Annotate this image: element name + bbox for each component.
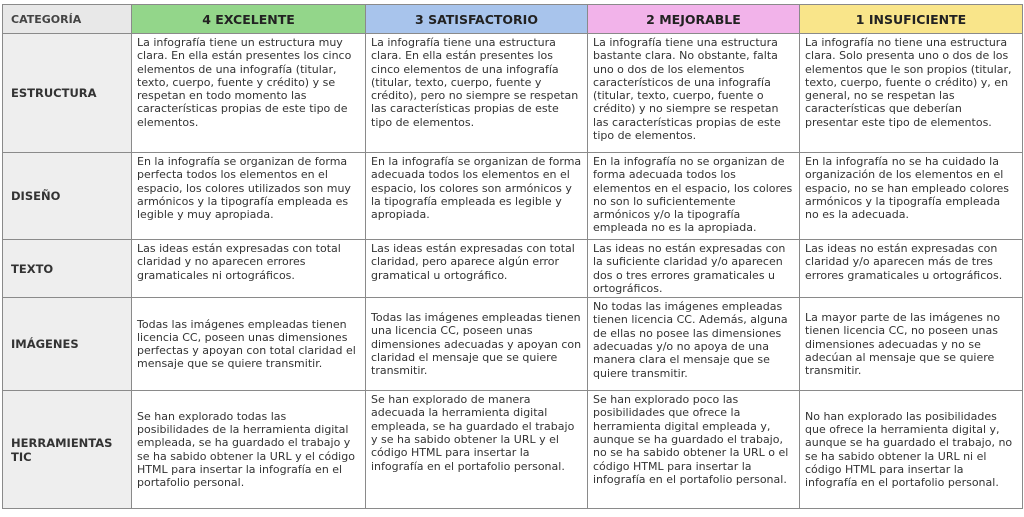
table-row	[3, 34, 1023, 153]
row-category-diseno: DISEÑO	[3, 153, 132, 240]
cell-mejorable: Se han explorado poco las posibilidades que ofrece la herramienta digital empleada y, aunque se ha guardado el trabajo, no se ha sabido obtener la URL o el código HTML para insertar la infografía en el portafolio personal.	[588, 391, 800, 509]
header-satisfactorio: 3 SATISFACTORIO	[366, 5, 588, 34]
header-row	[3, 5, 1023, 34]
table-row	[3, 298, 1023, 391]
cell-excelente: Todas las imágenes empleadas tienen licencia CC, poseen unas dimensiones perfectas y apoyan con total claridad el mensaje que se quiere transmitir.	[132, 298, 366, 391]
table-row	[3, 391, 1023, 509]
rubric-table	[2, 4, 1023, 509]
rubric-table-container	[2, 4, 1022, 509]
cell-mejorable: Las ideas no están expresadas con la suficiente claridad y/o aparecen dos o tres errores gramaticales u ortográficos.	[588, 240, 800, 298]
cell-insuficiente: Las ideas no están expresadas con claridad y/o aparecen más de tres errores gramaticales u ortográficos.	[800, 240, 1023, 298]
cell-insuficiente: La infografía no tiene una estructura clara. Solo presenta uno o dos de los elementos que le son propios (titular, texto, cuerpo, fuente o crédito) y, en general, no se respetan las características que deberían presentar este tipo de elementos.	[800, 34, 1023, 153]
header-category: CATEGORÍA	[3, 5, 132, 34]
cell-satisfactorio: Se han explorado de manera adecuada la herramienta digital empleada, se ha guardado el trabajo y se ha sabido obtener la URL y el código HTML para insertar la infografía en el portafolio personal.	[366, 391, 588, 509]
cell-satisfactorio: En la infografía se organizan de forma adecuada todos los elementos en el espacio, los colores son armónicos y la tipografía empleada es legible y apropiada.	[366, 153, 588, 240]
cell-satisfactorio: Las ideas están expresadas con total claridad, pero aparece algún error gramatical u ortográfico.	[366, 240, 588, 298]
cell-mejorable: No todas las imágenes empleadas tienen licencia CC. Además, alguna de ellas no posee las dimensiones adecuadas y/o no apoya de una manera clara el mensaje que se quiere transmitir.	[588, 298, 800, 391]
cell-excelente: Se han explorado todas las posibilidades de la herramienta digital empleada, se ha guardado el trabajo y se ha sabido obtener la URL y el código HTML para insertar la infografía en el portafolio personal.	[132, 391, 366, 509]
table-row	[3, 240, 1023, 298]
header-excelente: 4 EXCELENTE	[132, 5, 366, 34]
row-category-texto: TEXTO	[3, 240, 132, 298]
cell-insuficiente: La mayor parte de las imágenes no tienen licencia CC, no poseen unas dimensiones adecuadas y no se adecúan al mensaje que se quiere transmitir.	[800, 298, 1023, 391]
row-category-imagenes: IMÁGENES	[3, 298, 132, 391]
header-insuficiente: 1 INSUFICIENTE	[800, 5, 1023, 34]
cell-excelente: En la infografía se organizan de forma perfecta todos los elementos en el espacio, los colores utilizados son muy armónicos y la tipografía empleada es legible y muy apropiada.	[132, 153, 366, 240]
table-row	[3, 153, 1023, 240]
cell-mejorable: La infografía tiene una estructura bastante clara. No obstante, falta uno o dos de los elementos característicos de una infografía (titular, texto, cuerpo, fuente o crédito) y no siempre se respetan las características propias de este tipo de elementos.	[588, 34, 800, 153]
row-category-estructura: ESTRUCTURA	[3, 34, 132, 153]
cell-insuficiente: En la infografía no se ha cuidado la organización de los elementos en el espacio, no se han empleado colores armónicos y la tipografía empleada no es la adecuada.	[800, 153, 1023, 240]
cell-excelente: La infografía tiene un estructura muy clara. En ella están presentes los cinco elementos de una infografía (titular, texto, cuerpo, fuente y crédito) y se respetan en todo momento las características propias de este tipo de elementos.	[132, 34, 366, 153]
cell-excelente: Las ideas están expresadas con total claridad y no aparecen errores gramaticales ni ortográficos.	[132, 240, 366, 298]
cell-insuficiente: No han explorado las posibilidades que ofrece la herramienta digital y, aunque se ha guardado el trabajo, no se ha sabido obtener la URL ni el código HTML para insertar la infografía en el portafolio personal.	[800, 391, 1023, 509]
header-mejorable: 2 MEJORABLE	[588, 5, 800, 34]
cell-mejorable: En la infografía no se organizan de forma adecuada todos los elementos en el espacio, los colores no son lo suficientemente armónicos y/o la tipografía empleada no es la apropiada.	[588, 153, 800, 240]
cell-satisfactorio: La infografía tiene una estructura clara. En ella están presentes los cinco elementos de una infografía (titular, texto, cuerpo, fuente y crédito), pero no siempre se respetan las características propias de este tipo de elementos.	[366, 34, 588, 153]
row-category-herramientas-tic: HERRAMIENTAS TIC	[3, 391, 132, 509]
cell-satisfactorio: Todas las imágenes empleadas tienen una licencia CC, poseen unas dimensiones adecuadas y apoyan con claridad el mensaje que se quiere transmitir.	[366, 298, 588, 391]
